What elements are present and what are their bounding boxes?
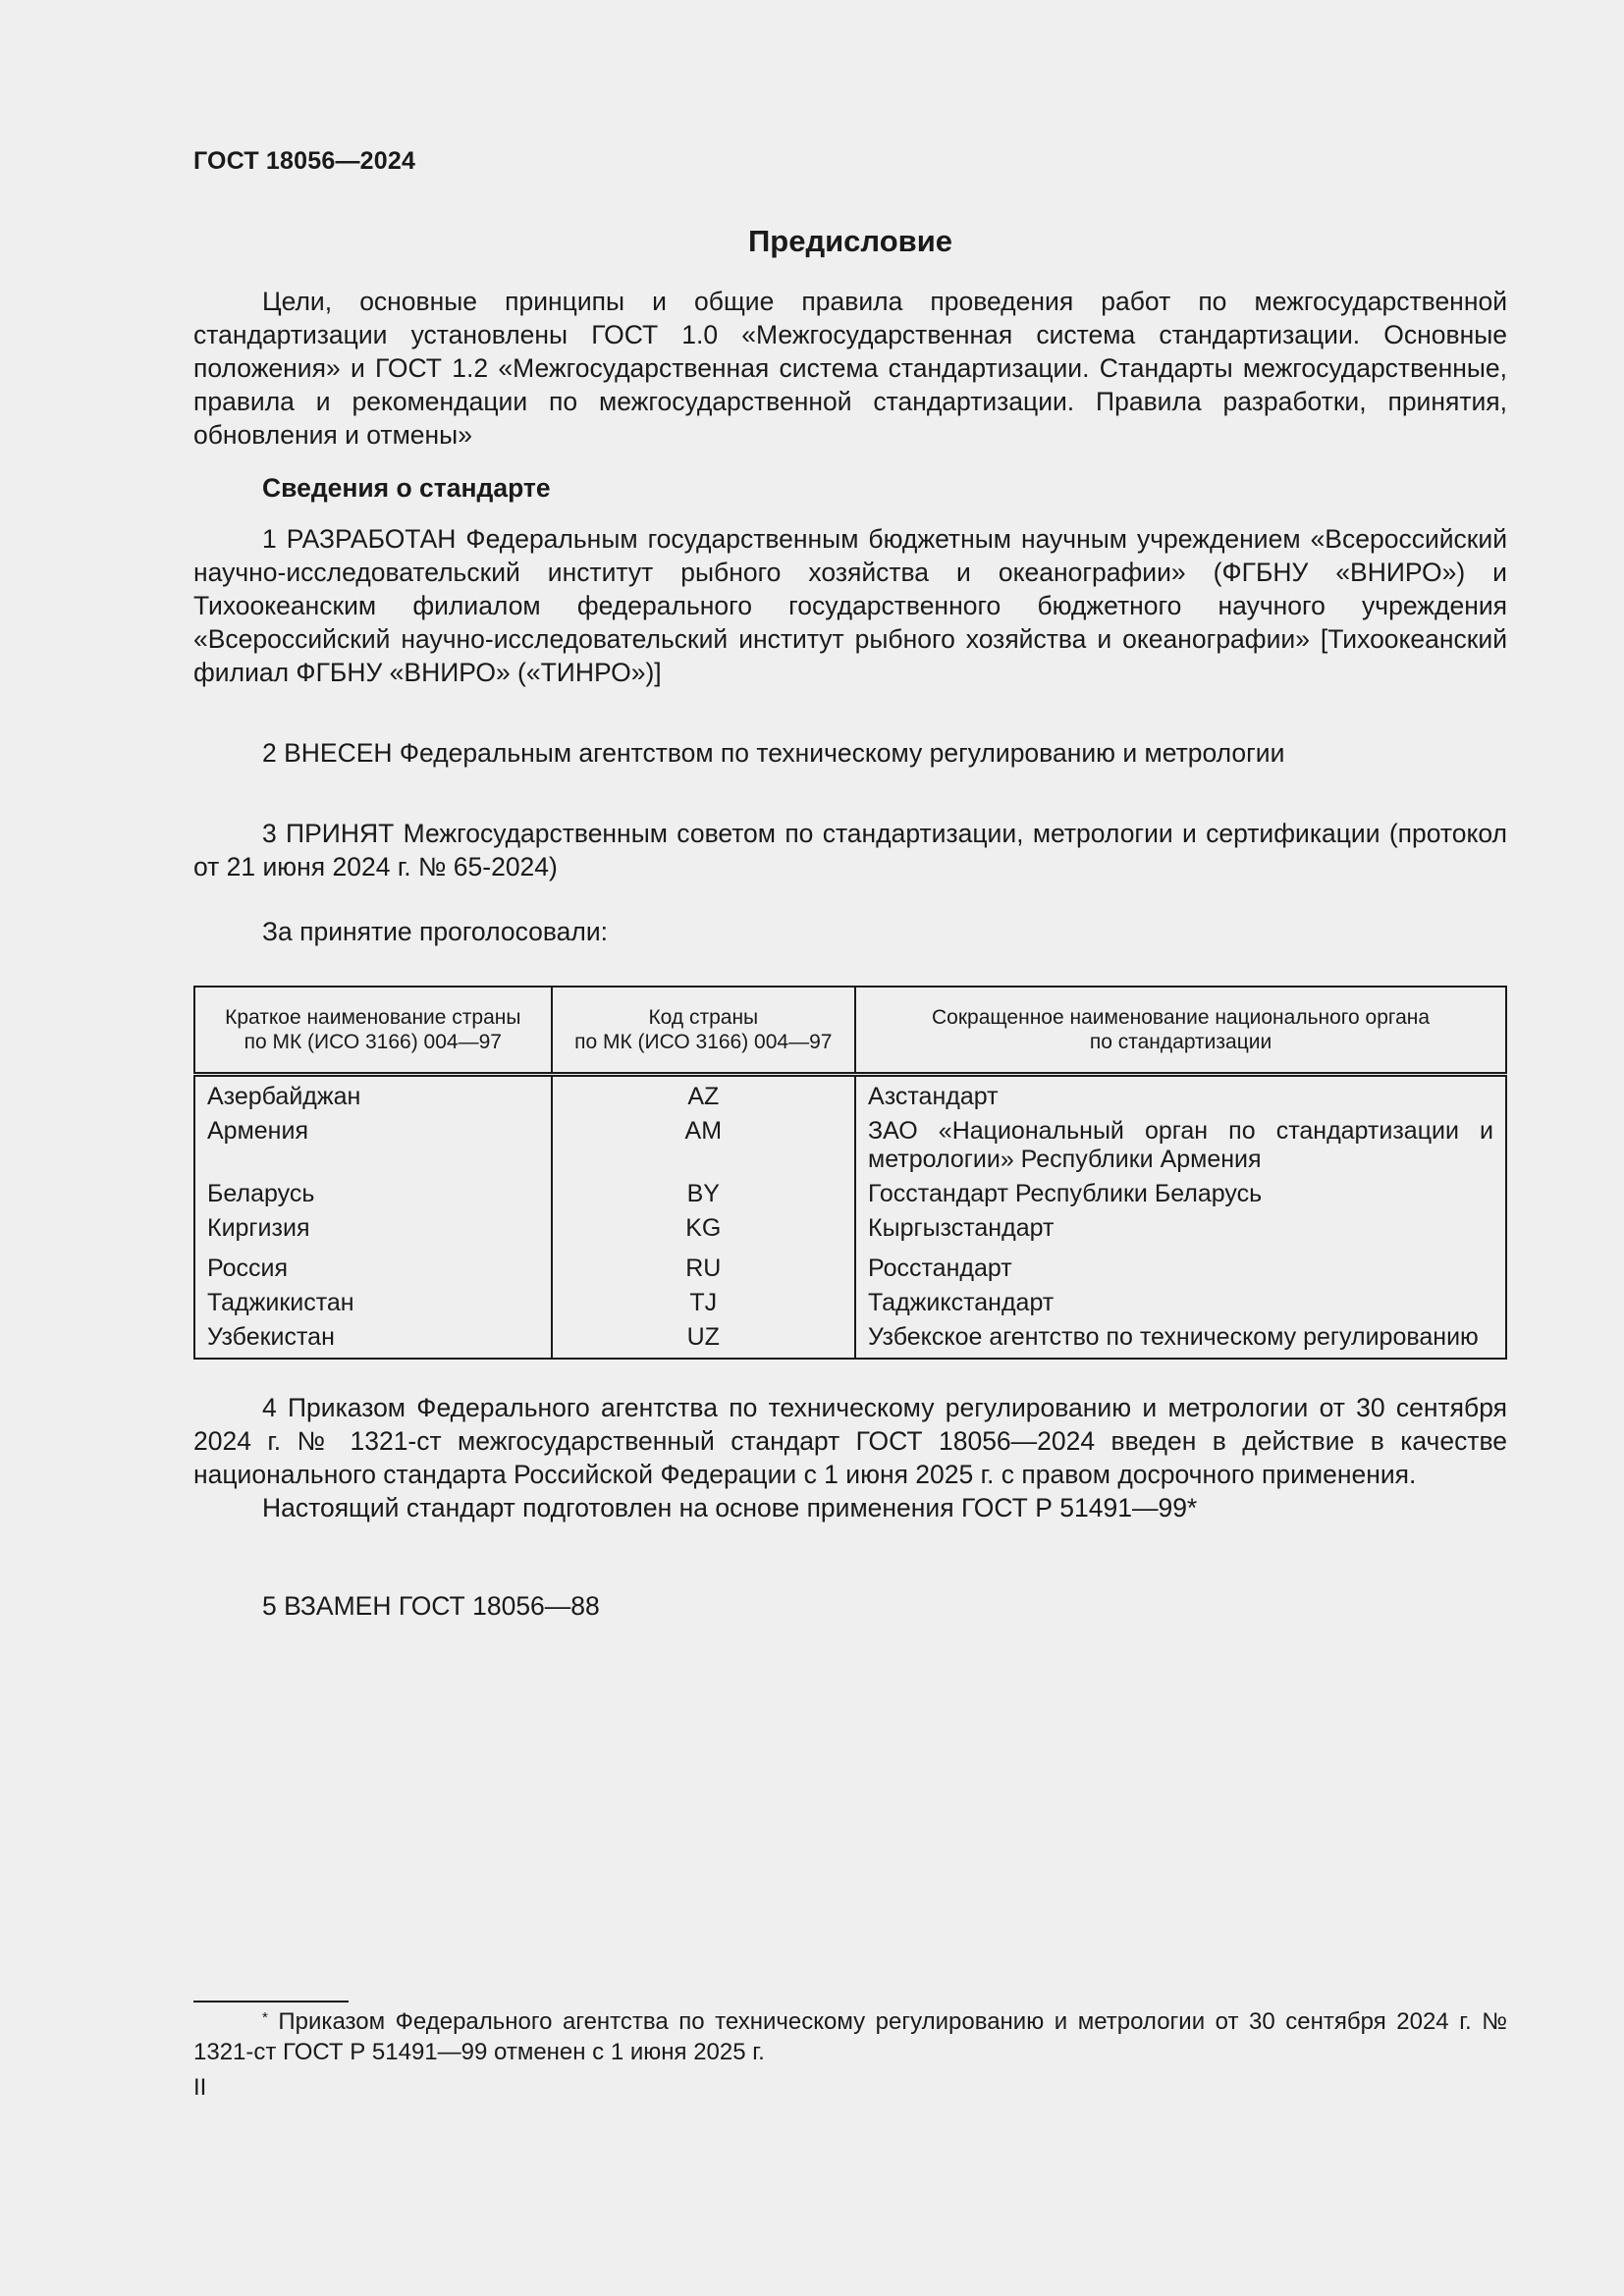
country-cell: Азербайджан (194, 1075, 552, 1115)
organization-cell: Узбекское агентство по техническому регулированию (868, 1323, 1479, 1351)
foreword-body (193, 285, 1507, 1623)
footnote-divider (193, 2001, 349, 2002)
footnote-mark: * (262, 2009, 268, 2026)
footnote (193, 2001, 1507, 2067)
column-header-country: Краткое наименование страны по МК (ИСО 3166) 004—97 (194, 987, 552, 1075)
table-row (194, 1246, 1506, 1286)
code-cell: AZ (552, 1075, 855, 1115)
table-row (194, 1177, 1506, 1211)
item-replaces: 5 ВЗАМЕН ГОСТ 18056—88 (262, 1591, 600, 1621)
code-cell: UZ (552, 1320, 855, 1359)
item-introduced: 2 ВНЕСЕН Федеральным агентством по техническому регулированию и метрологии (262, 738, 1285, 768)
country-cell: Армения (194, 1114, 552, 1177)
column-header-organization: Сокращенное наименование национального органа по стандартизации (855, 987, 1506, 1075)
table-row (194, 1114, 1506, 1177)
country-cell: Таджикистан (194, 1286, 552, 1320)
code-cell: KG (552, 1211, 855, 1246)
table-row (194, 1320, 1506, 1359)
organization-cell: Росстандарт (868, 1255, 1012, 1282)
country-cell: Беларусь (194, 1177, 552, 1211)
country-cell: Россия (194, 1246, 552, 1286)
page-number: II (193, 2074, 207, 2101)
table-row (194, 1211, 1506, 1246)
organization-cell: Госстандарт Республики Беларусь (868, 1180, 1263, 1207)
standard-info-heading: Сведения о стандарте (262, 473, 551, 503)
voting-table (193, 986, 1507, 1360)
code-cell: TJ (552, 1286, 855, 1320)
country-cell: Узбекистан (194, 1320, 552, 1359)
country-cell: Киргизия (194, 1211, 552, 1246)
column-header-code: Код страны по МК (ИСО 3166) 004—97 (552, 987, 855, 1075)
page-title: Предисловие (747, 224, 952, 258)
code-cell: BY (552, 1177, 855, 1211)
organization-cell: ЗАО «Национальный орган по стандартизации и метрологии» Республики Армения (868, 1117, 1493, 1173)
item-adopted: 3 ПРИНЯТ Межгосударственным советом по стандартизации, метрологии и сертификации (протокол от 21 июня 2024 г. № 65-2024) (193, 819, 1507, 881)
item-developed: 1 РАЗРАБОТАН Федеральным государственным бюджетным научным учреждением «Всероссийский научно-исследовательский институт рыбного хозяйства и океанографии» (ФГБНУ «ВНИРО») и Тихоокеанским филиалом федерального государственного бюджетного научного учреждения «Всероссийский научно-исследовательский институт рыбного хозяйства и океанографии» [Тихоокеанский филиал ФГБНУ «ВНИРО» («ТИНРО»)] (193, 524, 1507, 687)
footnote-text: Приказом Федерального агентства по техническому регулированию и метрологии от 30 сентября 2024 г. № 1321-ст ГОСТ Р 51491—99 отменен с 1 июня 2025 г. (193, 2008, 1507, 2065)
table-row (194, 1075, 1506, 1115)
code-cell: AM (552, 1114, 855, 1177)
table-header-row (194, 987, 1506, 1075)
voted-label: За принятие проголосовали: (262, 917, 609, 946)
code-cell: RU (552, 1246, 855, 1286)
item-basis: Настоящий стандарт подготовлен на основе применения ГОСТ Р 51491—99* (262, 1493, 1198, 1522)
table-row (194, 1286, 1506, 1320)
intro-paragraph: Цели, основные принципы и общие правила проведения работ по межгосударственной стандартизации установлены ГОСТ 1.0 «Межгосударственная система стандартизации. Основные положения» и ГОСТ 1.2 «Межгосударственная система стандартизации. Стандарты межгосударственные, правила и рекомендации по межгосударственной стандартизации. Правила разработки, принятия, обновления и отмены» (193, 287, 1507, 450)
document-code: ГОСТ 18056—2024 (193, 147, 416, 175)
organization-cell: Кыргызстандарт (868, 1214, 1055, 1242)
organization-cell: Таджикстандарт (868, 1289, 1055, 1316)
item-order: 4 Приказом Федерального агентства по техническому регулированию и метрологии от 30 сентября 2024 г. № 1321-ст межгосударственный стандарт ГОСТ 18056—2024 введен в действие в качестве национального стандарта Российской Федерации с 1 июня 2025 г. с правом досрочного применения. (193, 1393, 1507, 1489)
organization-cell: Азстандарт (868, 1083, 999, 1110)
